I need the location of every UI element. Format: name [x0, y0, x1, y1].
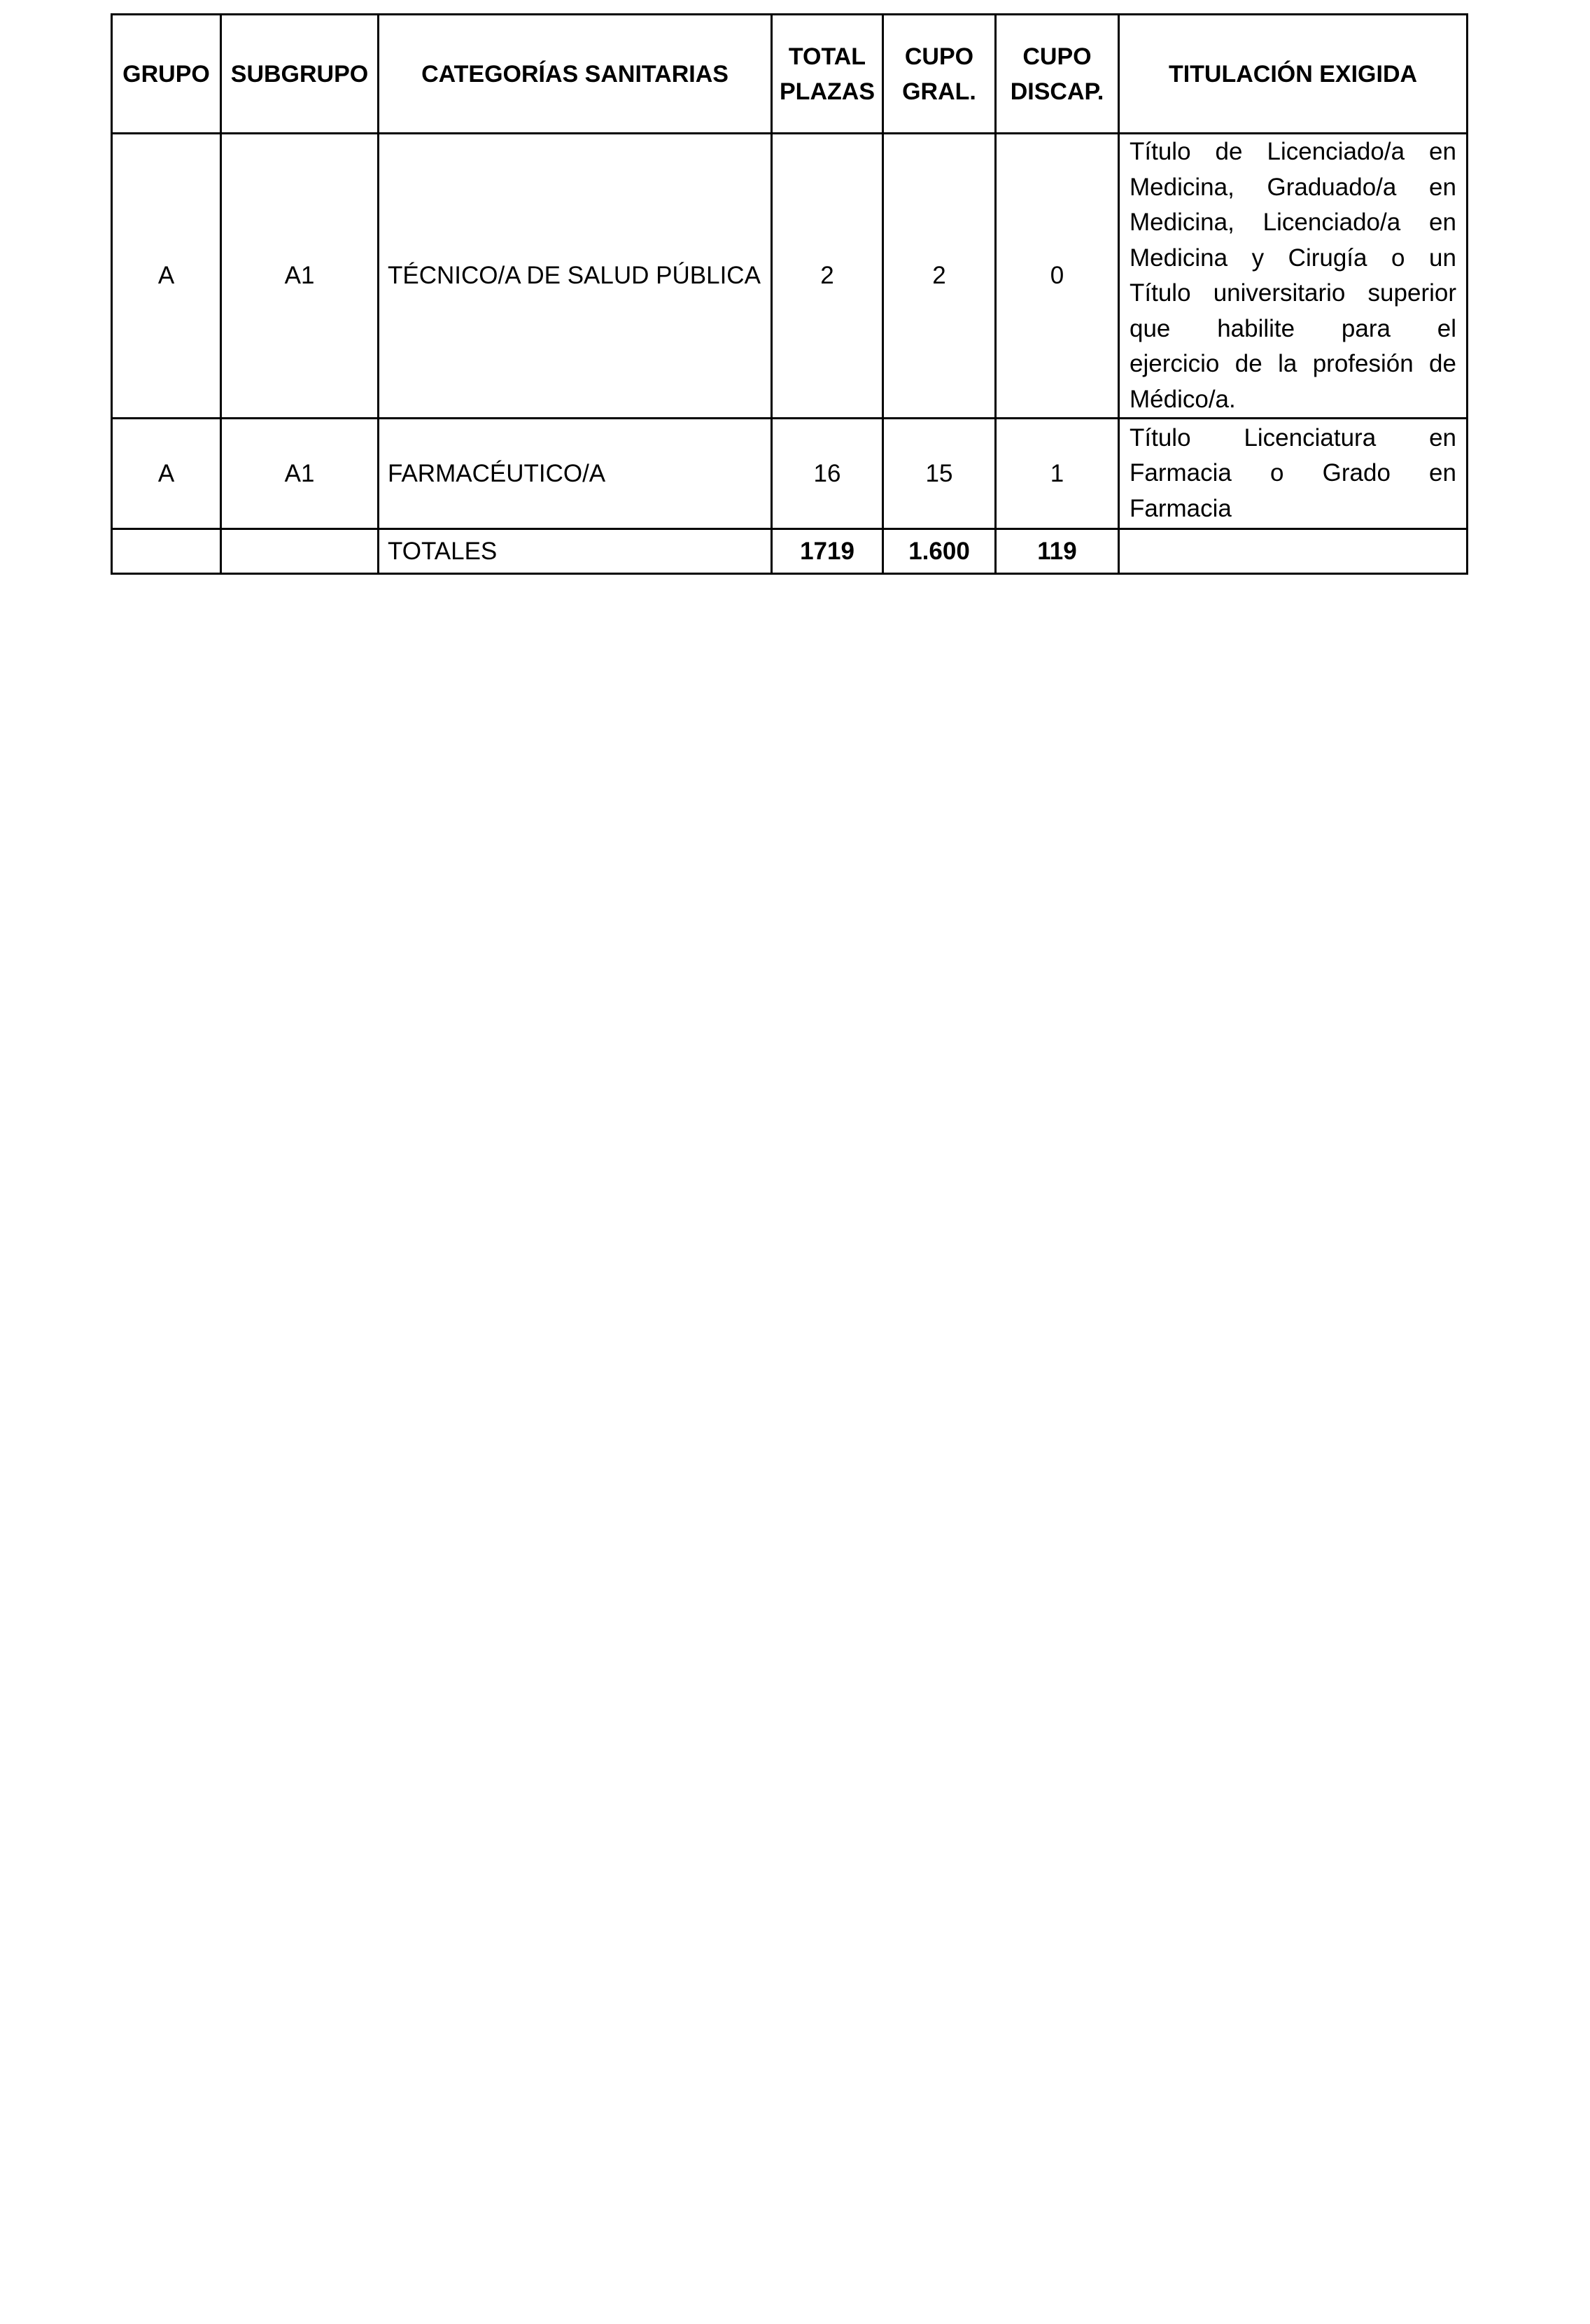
titulacion-line: Título Licenciatura en	[1130, 424, 1456, 451]
header-titulacion: TITULACIÓN EXIGIDA	[1119, 15, 1468, 134]
cell-grupo: A	[112, 134, 221, 419]
totals-cupo-gral: 1.600	[883, 529, 996, 574]
header-cupo-gral	[883, 15, 996, 134]
header-gral-line1: CUPO	[904, 43, 974, 70]
cell-titulacion	[1119, 134, 1468, 419]
cell-categoria: TÉCNICO/A DE SALUD PÚBLICA	[379, 134, 772, 419]
header-grupo: GRUPO	[112, 15, 221, 134]
header-cupo-discap	[996, 15, 1119, 134]
header-total-plazas	[772, 15, 883, 134]
header-row	[112, 15, 1468, 134]
positions-table	[111, 13, 1468, 575]
table-row	[112, 134, 1468, 419]
totals-label: TOTALES	[379, 529, 772, 574]
cell-subgrupo: A1	[221, 134, 379, 419]
titulacion-line: ejercicio de la profesión de	[1130, 350, 1456, 377]
header-total-line1: TOTAL	[788, 43, 866, 70]
cell-cupo-discap: 1	[996, 419, 1119, 529]
cell-empty	[1119, 529, 1468, 574]
titulacion-line: Farmacia o Grado en	[1130, 459, 1456, 487]
totals-total-plazas: 1719	[772, 529, 883, 574]
cell-cupo-discap: 0	[996, 134, 1119, 419]
header-gral-line2: GRAL.	[902, 78, 976, 105]
titulacion-line: Título de Licenciado/a en	[1130, 138, 1456, 165]
cell-empty	[112, 529, 221, 574]
table-row	[112, 419, 1468, 529]
totals-row	[112, 529, 1468, 574]
header-subgrupo: SUBGRUPO	[221, 15, 379, 134]
titulacion-line: Medicina, Graduado/a en	[1130, 173, 1456, 201]
cell-cupo-gral: 15	[883, 419, 996, 529]
cell-grupo: A	[112, 419, 221, 529]
titulacion-line: Medicina, Licenciado/a en	[1130, 209, 1456, 236]
titulacion-line: Título universitario superior	[1130, 279, 1456, 307]
titulacion-line: que habilite para el	[1130, 314, 1456, 342]
titulacion-line-last: Farmacia	[1130, 494, 1232, 522]
header-categorias: CATEGORÍAS SANITARIAS	[379, 15, 772, 134]
cell-titulacion	[1119, 419, 1468, 529]
cell-cupo-gral: 2	[883, 134, 996, 419]
header-discap-line2: DISCAP.	[1010, 78, 1104, 105]
cell-categoria: FARMACÉUTICO/A	[379, 419, 772, 529]
cell-total-plazas: 2	[772, 134, 883, 419]
titulacion-line-last: Médico/a.	[1130, 385, 1236, 413]
header-discap-line1: CUPO	[1022, 43, 1092, 70]
totals-cupo-discap: 119	[996, 529, 1119, 574]
titulacion-line: Medicina y Cirugía o un	[1130, 244, 1456, 272]
cell-subgrupo: A1	[221, 419, 379, 529]
cell-empty	[221, 529, 379, 574]
header-total-line2: PLAZAS	[780, 78, 875, 105]
table-header	[112, 15, 1468, 134]
cell-total-plazas: 16	[772, 419, 883, 529]
